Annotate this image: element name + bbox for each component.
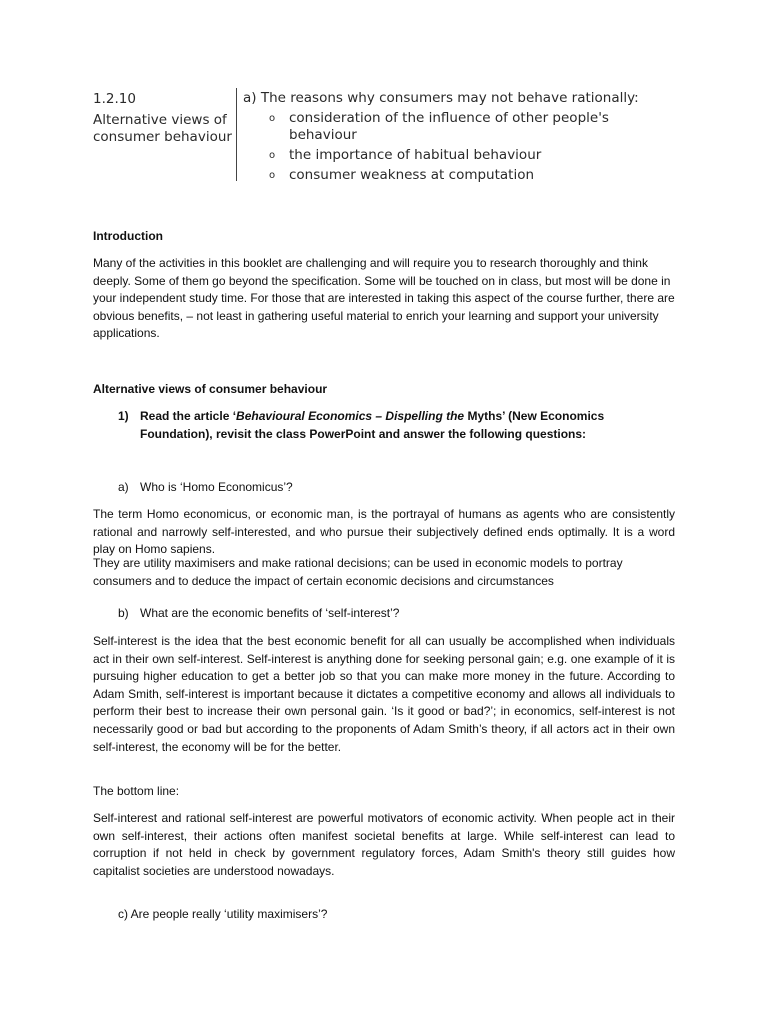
spec-code: 1.2.10 [93, 91, 136, 107]
question-b-text: What are the economic benefits of ‘self-interest’? [140, 606, 400, 620]
task-number: 1) [118, 409, 129, 423]
circle-bullet-icon: o [269, 170, 276, 181]
circle-bullet-icon: o [269, 150, 276, 161]
spec-bullet-list [243, 110, 653, 184]
answer-b-paragraph: Self-interest is the idea that the best economic benefit for all can usually be accomplished when individuals act in their own self-interest. Self-interest is anything done for seeking personal gain; e.g. one example of it is pursuing higher education to get a better job so that you can make more money in the future. According to Adam Smith, self-interest is important because it dictates a competitive economy and allows all individuals to perform their best to increase their own personal gain. ‘Is it good or bad?’; in economics, self-interest is not necessarily good or bad but according to the proponents of Adam Smith’s theory, if all actors act in their own self-interest, the economy will be for the better. [93, 634, 675, 754]
task-text-italic: Behavioural Economics – Dispelling the [236, 409, 465, 423]
circle-bullet-icon: o [269, 113, 276, 124]
intro-heading: Introduction [93, 229, 163, 243]
spec-content [243, 90, 653, 187]
spec-bullet-item [269, 147, 653, 164]
bottom-line-paragraph: Self-interest and rational self-interest are powerful motivators of economic activity. When people act in their own self-interest, their actions often manifest societal benefits at large. While self-interest can lead to corruption if not held in check by government regulatory forces, Adam Smith's theory still guides how capitalist societies are understood nowadays. [93, 811, 675, 878]
spec-title: Alternative views of consumer behaviour [93, 112, 232, 145]
spec-heading: a) The reasons why consumers may not behave rationally: [243, 90, 639, 106]
bottom-line-heading: The bottom line: [93, 784, 180, 798]
spec-bullet-text: consumer weakness at computation [289, 167, 535, 183]
question-a-text: Who is ‘Homo Economicus’? [140, 480, 293, 494]
question-c: c) Are people really ‘utility maximisers’? [118, 907, 328, 921]
spec-topic [93, 91, 233, 146]
question-b [118, 605, 399, 623]
question-a [118, 479, 293, 497]
specification-table [93, 88, 653, 184]
spec-bullet-text: the importance of habitual behaviour [289, 147, 542, 163]
answer-a-paragraph-2: They are utility maximisers and make rational decisions; can be used in economic models to portray consumers and to deduce the impact of certain economic decisions and circumstances [93, 556, 623, 588]
question-a-label: a) [118, 480, 129, 494]
section-heading: Alternative views of consumer behaviour [93, 382, 328, 396]
spec-bullet-text: consideration of the influence of other people's behaviour [289, 110, 609, 143]
spec-bullet-item [269, 167, 653, 184]
task-text-pre: Read the article ‘ [140, 409, 237, 423]
task-text-post: Myths’ (New Economics Foundation), revisit the class PowerPoint and answer the following questions: [140, 409, 605, 441]
task-instruction [118, 408, 608, 443]
intro-paragraph: Many of the activities in this booklet are challenging and will require you to research thoroughly and think deeply. Some of them go beyond the specification. Some will be touched on in class, but most will be done in your independent study time. For those that are interested in taking this aspect of the course further, there are obvious benefits, – not least in gathering useful material to enrich your learning and support your university applications. [93, 256, 675, 341]
answer-a-paragraph-1: The term Homo economicus, or economic man, is the portrayal of humans as agents who are consistently rational and narrowly self-interested, and who pursue their subjectively defined ends optimally. It is a word play on Homo sapiens. [93, 507, 675, 557]
spec-bullet-item [269, 110, 653, 144]
spec-divider [236, 88, 237, 181]
question-b-label: b) [118, 606, 129, 620]
